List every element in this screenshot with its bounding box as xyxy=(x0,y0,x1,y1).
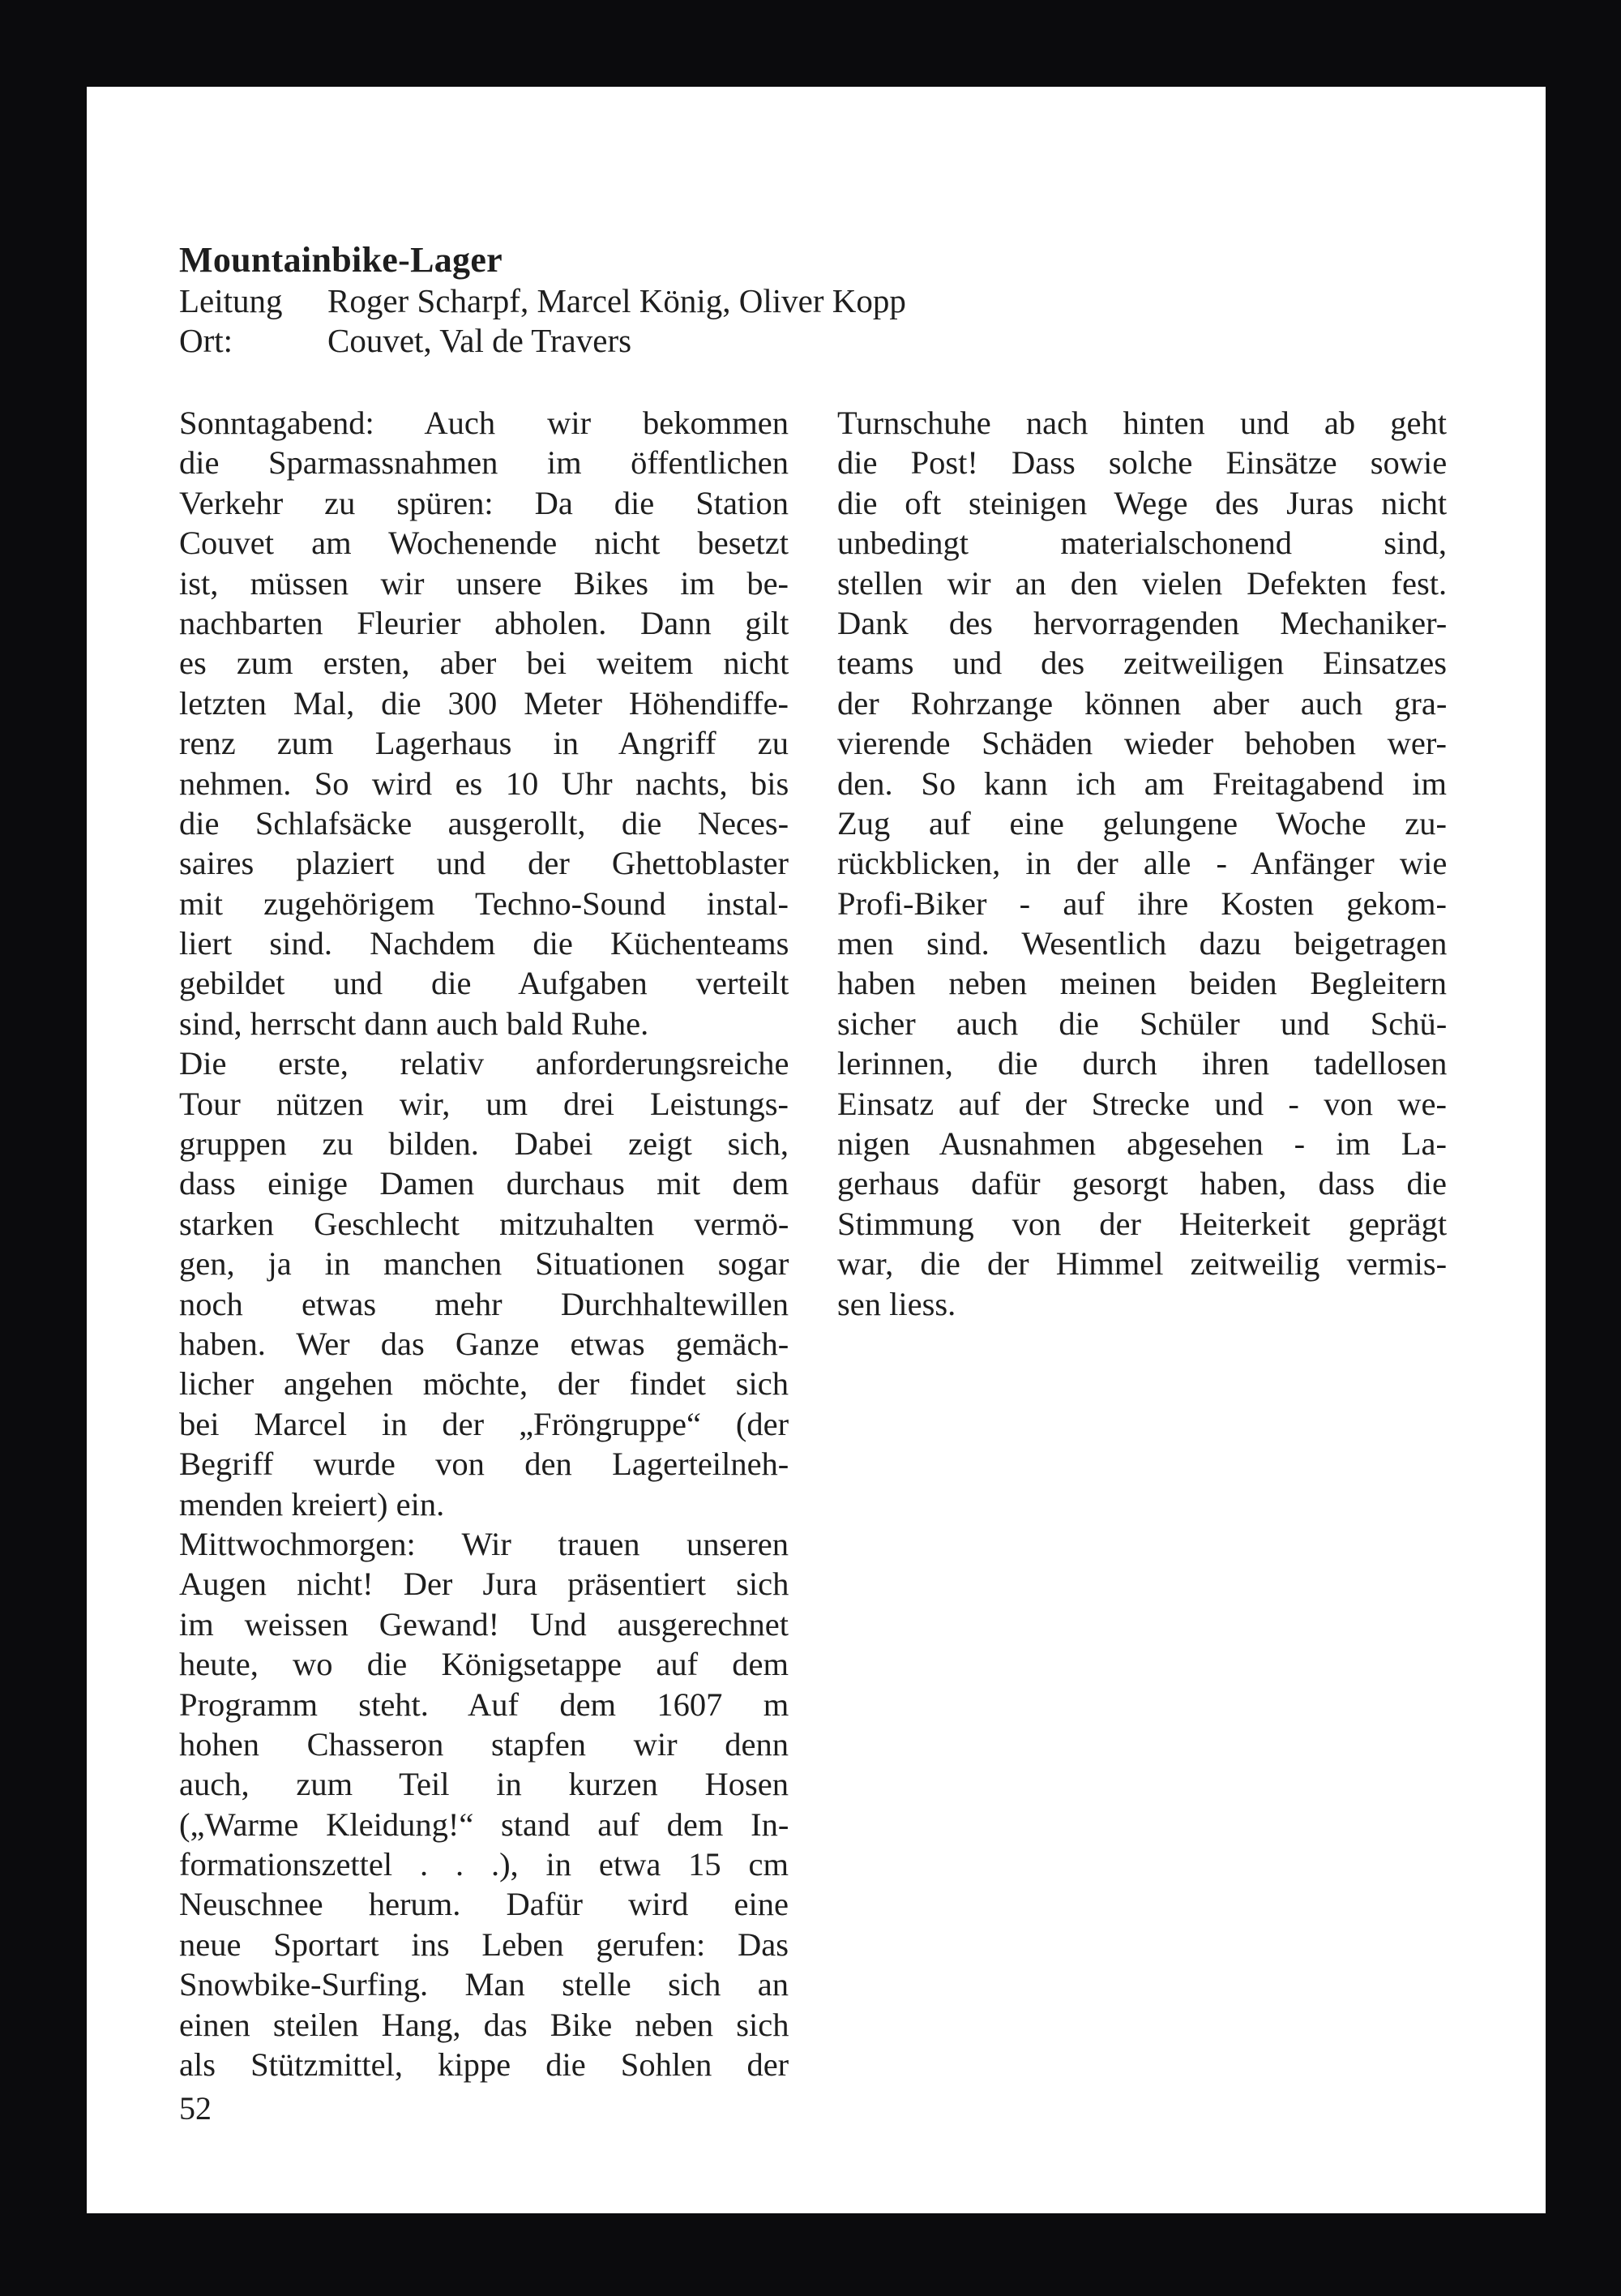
text-line: gruppen zu bilden. Dabei zeigt sich, xyxy=(179,1125,789,1163)
page-number: 52 xyxy=(179,2090,212,2127)
meta-label: Leitung xyxy=(179,282,283,319)
text-line: neue Sportart ins Leben gerufen: Das xyxy=(179,1925,789,1963)
text-line: Tour nützen wir, um drei Leistungs- xyxy=(179,1085,789,1122)
text-line: auch, zum Teil in kurzen Hosen xyxy=(179,1766,789,1803)
text-line: sicher auch die Schüler und Schü- xyxy=(837,1004,1448,1042)
text-line: gerhaus dafür gesorgt haben, dass die xyxy=(837,1165,1447,1202)
text-line: Stimmung von der Heiterkeit geprägt xyxy=(837,1205,1448,1242)
text-line: nigen Ausnahmen abgesehen - im La- xyxy=(837,1125,1447,1163)
text-line: mit zugehörigem Techno-Sound instal- xyxy=(179,885,789,922)
text-line: teams und des zeitweiligen Einsatzes xyxy=(837,645,1447,682)
text-line: Begriff wurde von den Lagerteilneh- xyxy=(179,1446,789,1483)
text-line: die Post! Dass solche Einsätze sowie xyxy=(837,444,1448,482)
text-line: sind, herrscht dann auch bald Ruhe. xyxy=(179,1004,649,1042)
text-line: gebildet und die Aufgaben verteilt xyxy=(179,965,789,1002)
meta-row-leitung xyxy=(179,281,1476,321)
text-line: starken Geschlecht mitzuhalten vermö- xyxy=(179,1205,789,1242)
text-line: („Warme Kleidung!“ stand auf dem In- xyxy=(179,1806,789,1843)
text-line: Zug auf eine gelungene Woche zu- xyxy=(837,804,1447,842)
text-line: rückblicken, in der alle - Anfänger wie xyxy=(837,845,1448,882)
text-line: men sind. Wesentlich dazu beigetragen xyxy=(837,925,1448,962)
text-line: Profi-Biker - auf ihre Kosten gekom- xyxy=(837,885,1447,922)
text-line: im weissen Gewand! Und ausgerechnet xyxy=(179,1605,789,1643)
text-line: Augen nicht! Der Jura präsentiert sich xyxy=(179,1566,789,1603)
text-line: ist, müssen wir unsere Bikes im be- xyxy=(179,564,789,602)
article-title: Mountainbike-Lager xyxy=(179,240,503,280)
text-line: heute, wo die Königsetappe auf dem xyxy=(179,1646,789,1683)
text-line: Couvet am Wochenende nicht besetzt xyxy=(179,525,789,562)
document-page xyxy=(87,87,1546,2213)
text-line: dass einige Damen durchaus mit dem xyxy=(179,1165,789,1202)
text-line: den. So kann ich am Freitagabend im xyxy=(837,765,1447,802)
text-line: liert sind. Nachdem die Küchenteams xyxy=(179,925,789,962)
text-line: Neuschnee herum. Dafür wird eine xyxy=(179,1886,789,1923)
meta-value: Couvet, Val de Travers xyxy=(327,322,632,359)
text-line: Mittwochmorgen: Wir trauen unseren xyxy=(179,1525,789,1562)
text-column-right xyxy=(837,403,1447,1324)
text-line: saires plaziert und der Ghettoblaster xyxy=(179,845,789,882)
article-header xyxy=(179,239,1476,361)
text-line: der Rohrzange können aber auch gra- xyxy=(837,684,1448,722)
text-line: einen steilen Hang, das Bike neben sich xyxy=(179,2006,789,2043)
text-line: die Schlafsäcke ausgerollt, die Neces- xyxy=(179,804,789,842)
text-line: Turnschuhe nach hinten und ab geht xyxy=(837,405,1447,441)
text-line: letzten Mal, die 300 Meter Höhendiffe- xyxy=(179,684,789,722)
text-line: Sonntagabend: Auch wir bekommen xyxy=(179,405,789,441)
text-line: die oft steinigen Wege des Juras nicht xyxy=(837,484,1448,521)
text-line: sen liess. xyxy=(837,1285,956,1322)
meta-label: Ort: xyxy=(179,322,233,359)
text-column-left xyxy=(179,403,789,2084)
text-line: menden kreiert) ein. xyxy=(179,1485,445,1523)
text-line: vierende Schäden wieder behoben wer- xyxy=(837,725,1447,762)
text-line: haben. Wer das Ganze etwas gemäch- xyxy=(179,1325,789,1362)
text-line: stellen wir an den vielen Defekten fest. xyxy=(837,564,1448,602)
text-line: nachbarten Fleurier abholen. Dann gilt xyxy=(179,604,789,641)
meta-value: Roger Scharpf, Marcel König, Oliver Kopp xyxy=(327,282,906,319)
text-line: Die erste, relativ anforderungsreiche xyxy=(179,1045,789,1082)
text-line: unbedingt materialschonend sind, xyxy=(837,525,1447,562)
text-line: haben neben meinen beiden Begleitern xyxy=(837,965,1447,1002)
text-line: Verkehr zu spüren: Da die Station xyxy=(179,484,789,521)
text-line: Snowbike-Surfing. Man stelle sich an xyxy=(179,1966,789,2003)
text-line: Einsatz auf der Strecke und - von we- xyxy=(837,1085,1447,1122)
text-line: nehmen. So wird es 10 Uhr nachts, bis xyxy=(179,765,789,802)
meta-row-ort xyxy=(179,321,1476,361)
text-line: renz zum Lagerhaus in Angriff zu xyxy=(179,725,789,762)
text-line: als Stützmittel, kippe die Sohlen der xyxy=(179,2046,789,2084)
text-line: hohen Chasseron stapfen wir denn xyxy=(179,1725,789,1763)
text-line: bei Marcel in der „Fröngruppe“ (der xyxy=(179,1405,789,1442)
text-line: die Sparmassnahmen im öffentlichen xyxy=(179,444,789,482)
text-line: war, die der Himmel zeitweilig vermis- xyxy=(837,1245,1448,1283)
text-line: Programm steht. Auf dem 1607 m xyxy=(179,1686,789,1723)
text-line: formationszettel . . .), in etwa 15 cm xyxy=(179,1846,789,1883)
text-line: lerinnen, die durch ihren tadellosen xyxy=(837,1045,1448,1082)
text-line: es zum ersten, aber bei weitem nicht xyxy=(179,645,789,682)
text-line: Dank des hervorragenden Mechaniker- xyxy=(837,604,1448,641)
text-line: licher angehen möchte, der findet sich xyxy=(179,1365,789,1403)
text-line: noch etwas mehr Durchhaltewillen xyxy=(179,1285,789,1322)
text-line: gen, ja in manchen Situationen sogar xyxy=(179,1245,789,1283)
